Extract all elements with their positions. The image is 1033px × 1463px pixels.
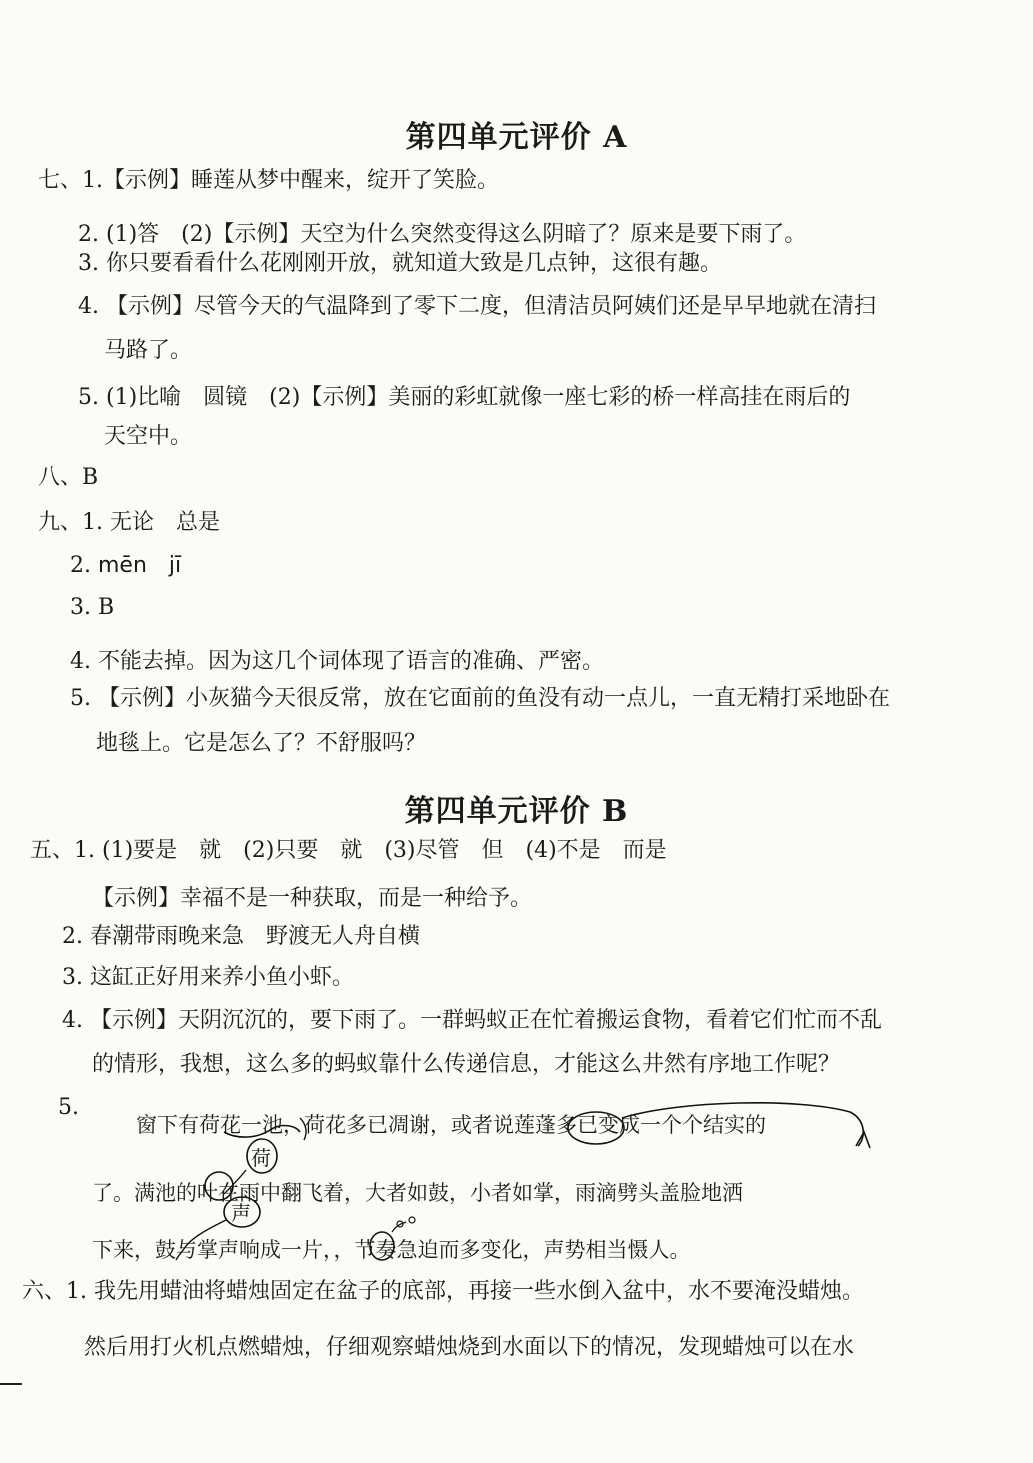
q7-item4-number: 4.	[78, 294, 99, 319]
q7-item5-line1	[78, 383, 850, 413]
q7-item4-line2: 马路了。	[104, 338, 193, 363]
delete-loop-mark	[392, 1222, 406, 1232]
q5-item1-text-line1: (1)要是 就 (2)只要 就 (3)尽管 但 (4)不是 而是	[102, 838, 667, 863]
q9-item5-text-line1: 【示例】小灰猫今天很反常，放在它面前的鱼没有动一点儿，一直无精打采地卧在	[98, 686, 891, 711]
q7-item3-text: 你只要看看什么花刚刚开放，就知道大致是几点钟，这很有趣。	[106, 251, 723, 276]
q5-item3-text: 这缸正好用来养小鱼小虾。	[90, 965, 355, 990]
q7-item2-text: (1)答 (2)【示例】天空为什么突然变得这么阴暗了？原来是要下雨了。	[106, 222, 807, 247]
q5-item4-line2: 的情形，我想，这么多的蚂蚁靠什么传递信息，才能这么井然有序地工作呢？	[92, 1052, 841, 1077]
q9-item3-number: 3.	[70, 595, 91, 620]
q6-item1-text-line1: 我先用蜡油将蜡烛固定在盆子的底部，再接一些水倒入盆中，水不要淹没蜡烛。	[94, 1279, 865, 1304]
q6-item1-line2: 然后用打火机点燃蜡烛，仔细观察蜡烛烧到水面以下的情况，发现蜡烛可以在水	[84, 1335, 855, 1360]
q9-item1-text: 无论 总是	[110, 510, 221, 535]
q5-item5-passage-line1: 窗下有荷花一池，荷花多已凋谢，或者说莲蓬多已变成一个个结实的	[136, 1113, 766, 1137]
q5-item3-line	[62, 963, 354, 993]
q7-item1-line	[38, 166, 499, 196]
q7-item5-number: 5.	[78, 385, 99, 410]
q5-item5-number: 5.	[58, 1095, 79, 1120]
q5-item3-number: 3.	[62, 965, 83, 990]
q7-item4-line1	[78, 292, 876, 322]
q8-answer: 八、B	[38, 465, 99, 490]
section-a-title: 第四单元评价 A	[405, 120, 628, 155]
q6-item1-line1	[22, 1277, 864, 1307]
q9-item4-line	[70, 647, 604, 677]
q7-item3-line	[78, 249, 722, 279]
q5-label: 五、1.	[30, 838, 95, 863]
q7-item5-line2: 天空中。	[104, 424, 193, 449]
q9-item5-number: 5.	[70, 686, 91, 711]
q7-item1-text: 【示例】睡莲从梦中醒来，绽开了笑脸。	[103, 168, 500, 193]
q5-item4-number: 4.	[62, 1008, 83, 1033]
q9-item2-line	[70, 551, 181, 581]
q9-item3-line	[70, 593, 114, 623]
q7-item3-number: 3.	[78, 251, 99, 276]
q7-item2-line	[78, 220, 806, 250]
q9-item4-text: 不能去掉。因为这几个词体现了语言的准确、严密。	[98, 649, 605, 674]
page-edge-mark	[0, 1383, 22, 1385]
mark-sheng-text: 声	[231, 1201, 251, 1225]
q7-item2-number: 2.	[78, 222, 99, 247]
q7-item5-text-line1: (1)比喻 圆镜 (2)【示例】美丽的彩虹就像一座七彩的桥一样高挂在雨后的	[106, 385, 851, 410]
circle-mark-he	[247, 1139, 277, 1173]
q9-item1-line	[38, 508, 220, 538]
q5-item2-text: 春潮带雨晚来急 野渡无人舟自横	[90, 924, 421, 949]
section-b-title: 第四单元评价 B	[404, 794, 629, 829]
q9-item3-text: B	[98, 595, 115, 620]
q5-item5-passage-line2: 了。满池的叶在雨中翻飞着，大者如鼓，小者如掌，雨滴劈头盖脸地洒	[92, 1181, 743, 1205]
delete-loop-dot2	[409, 1217, 415, 1223]
q5-item5-passage-line3: 下来，鼓与掌声响成一片，，节奏急迫而多变化，声势相当慑人。	[92, 1238, 691, 1262]
q9-item5-line1	[70, 684, 890, 714]
q5-item4-line1	[62, 1006, 882, 1036]
q5-item1-line1	[30, 836, 667, 866]
q5-item2-number: 2.	[62, 924, 83, 949]
q6-label: 六、1.	[22, 1279, 87, 1304]
delete-loop-dot1	[397, 1221, 403, 1227]
q5-item4-text-line1: 【示例】天阴沉沉的，要下雨了。一群蚂蚁正在忙着搬运食物，看着它们忙而不乱	[90, 1008, 883, 1033]
q5-item1-line2: 【示例】幸福不是一种获取，而是一种给予。	[92, 886, 533, 911]
q9-item5-line2: 地毯上。它是怎么了？不舒服吗？	[96, 731, 427, 756]
q9-item4-number: 4.	[70, 649, 91, 674]
q9-label: 九、1.	[38, 510, 103, 535]
q7-label: 七、1.	[38, 168, 103, 193]
mark-he-text: 荷	[251, 1146, 271, 1170]
q9-item2-number: 2.	[70, 553, 91, 578]
q9-item2-text: mēn jī	[98, 553, 182, 578]
caret-mark	[856, 1132, 870, 1148]
q5-item2-line	[62, 922, 420, 952]
q7-item4-text-line1: 【示例】尽管今天的气温降到了零下二度，但清洁员阿姨们还是早早地就在清扫	[106, 294, 877, 319]
